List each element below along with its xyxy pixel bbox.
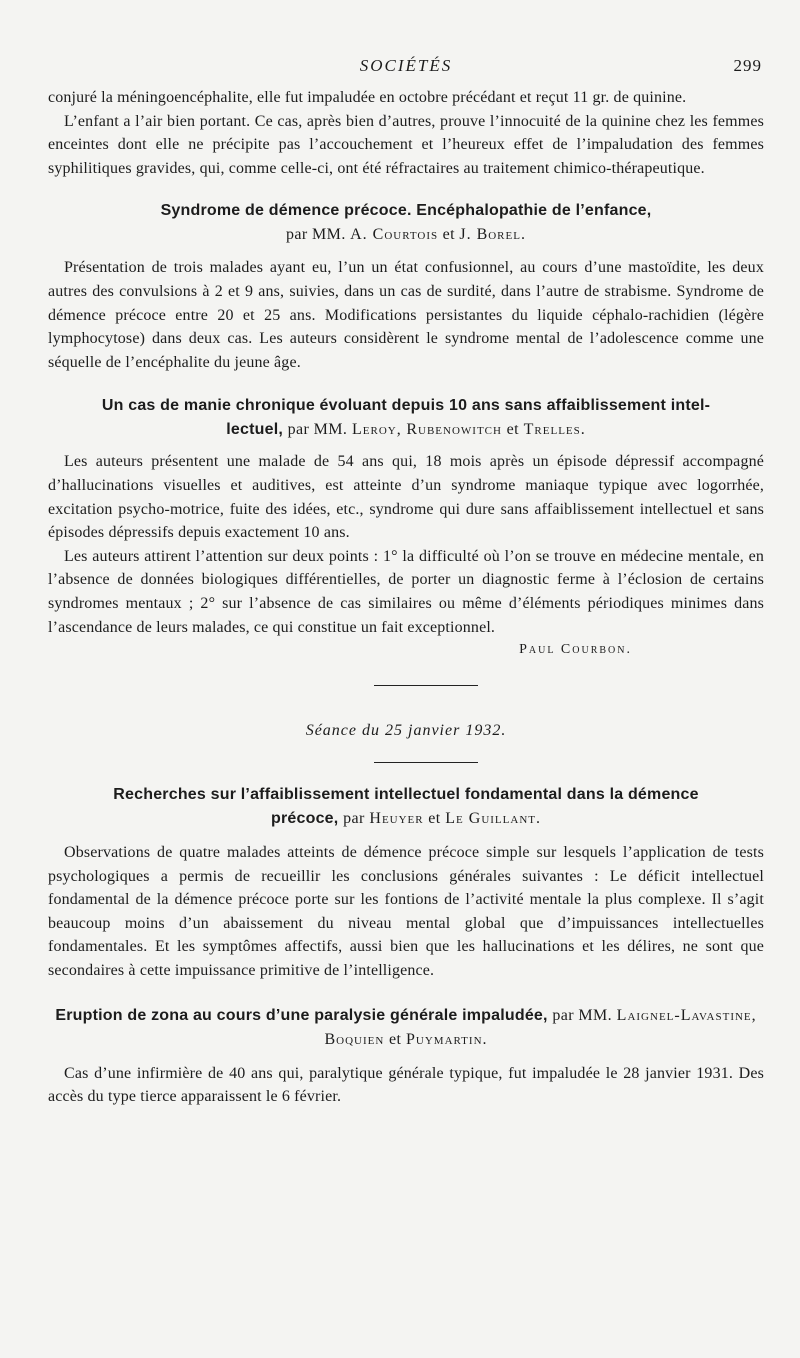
intro-paragraph-2: L’enfant a l’air bien portant. Ce cas, après bien d’autres, prouve l’innocuité de la quinine chez les femmes enceintes dont elle ne précipite pas l’accouchement et l’heureux effet de l’impaludation des femmes syphilitiques gravides, qui, comme celle-ci, ont été réfractaires au traitement chimico-thérapeutique. [48,112,764,177]
running-head [48,56,764,86]
section-1-body: Présentation de trois malades ayant eu, l’un un état confusionnel, au cours d’une mastoïdite, les deux autres des convulsions à 2 et 9 ans, suivies, dans un cas de surdité, dans l’autre de strabisme. Syndrome de démence précoce entre 20 et 25 ans. Modifications persistantes du liquide céphalo-rachidien (légère lymphocytose) dans deux cas. Les auteurs considèrent le syndrome mental de l’adolescence comme une séquelle de l’encéphalite du jeune âge. [48,259,764,371]
section-2-author-3: Trelles. [523,421,586,439]
section-3-by: par [343,810,365,828]
section-3-and: et [428,810,441,828]
section-4-and: et [388,1030,402,1048]
section-1-title-text: Syndrome de démence précoce. Encéphalopathie de l’enfance, [160,202,652,220]
section-2-title-line-1: Un cas de manie chronique évoluant depuis 10 ans sans affaiblissement intel- [101,397,711,415]
section-4-author-1: Laignel-Lavastine, [616,1006,757,1024]
section-3-title [48,783,764,831]
section-1-title [48,199,764,223]
section-2-by: par MM. [287,421,348,439]
section-2-paragraph-1: Les auteurs présentent une malade de 54 ans qui, 18 mois après un épisode dépressif accompagné d’hallucinations visuelles et auditives, est atteinte d’un syndrome maniaque typique avec logorrhée, excitation psycho-motrice, fuite des idées, etc., syndrome qui dure sans affaiblissement intellectuel et sans épisodes dépressifs depuis exactement 10 ans. [48,453,764,542]
section-1-author-1: A. Courtois [350,226,439,244]
divider-top [374,685,478,686]
section-3-author-2: Le Guillant. [445,810,541,828]
section-2-title [48,394,764,442]
divider-bottom [374,762,478,763]
section-2-signature: Paul Courbon. [519,642,632,658]
section-4-author-3: Puymartin. [406,1030,488,1048]
section-3-title-end: précoce, [271,810,339,828]
seance-heading: Séance du 25 janvier 1932. [305,722,507,740]
section-4-by: par MM. [552,1006,613,1024]
section-1-and: et [442,226,455,244]
section-2-title-end: lectuel, [226,421,283,439]
running-title: SOCIÉTÉS [359,56,453,75]
section-2-author-2: Rubenowitch [406,421,502,439]
intro-paragraph-1: conjuré la méningoencéphalite, elle fut impaludée en octobre précédant et reçut 11 gr. de quinine. [48,89,687,106]
section-1-authors [48,223,764,247]
section-2-author-1: Leroy, [351,421,402,439]
section-3-title-line-2 [48,807,764,831]
page-number: 299 [733,56,762,75]
section-4-author-2: Boquien [324,1030,385,1048]
section-2-paragraph-2: Les auteurs attirent l’attention sur deux points : 1° la difficulté où l’on se trouve en médecine mentale, en l’absence de données biologiques différentielles, de porter un diagnostic ferme à l’éclosion de certains syndromes mentaux ; 2° sur l’absence de cas similaires ou même d’éléments périodiques minimes dans l’ascendance de leurs malades, ce qui constitue un fait exceptionnel. [48,547,764,636]
section-3-title-line-1: Recherches sur l’affaiblissement intellectuel fondamental dans la démence [113,786,699,804]
section-2-and: et [506,421,519,439]
section-4-body: Cas d’une infirmière de 40 ans qui, paralytique générale typique, fut impaludée le 28 janvier 1931. Des accès du type tierce apparaissent le 6 février. [48,1064,764,1106]
section-1-author-2: J. Borel. [459,226,526,244]
section-3-author-1: Heuyer [369,810,424,828]
section-4-title-text: Eruption de zona au cours d’une paralysie générale impaludée, [55,1006,548,1024]
section-1-by: par MM. [286,226,346,244]
section-2-title-line-2 [48,418,764,442]
section-3-body: Observations de quatre malades atteints de démence précoce simple sur lesquels l’application de tests psychologiques a permis de recueillir les conclusions générales suivantes : Le déficit intellectuel fondamental de la démence précoce porte sur les fontions de l’activité mentale la plus complexe. Il s’agit beaucoup moins d’un abaissement du niveau mental global que d’impuissances intellectuelles fondamentales. Et les symptômes affectifs, aussi bien que les hallucinations et les délires, ne sont que secondaires à cette impuissance primitive de l’intelligence. [48,844,764,980]
section-4-title [48,1004,764,1052]
